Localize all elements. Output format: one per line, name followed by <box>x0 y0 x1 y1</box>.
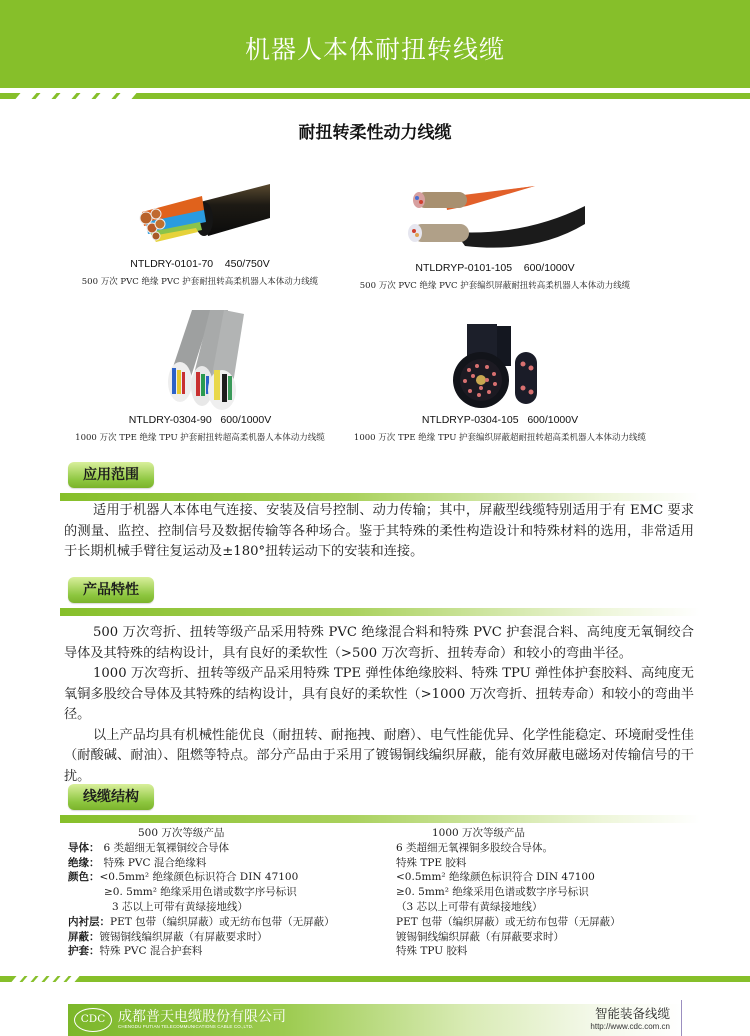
construction-row: 镀锡铜线编织屏蔽（有屏蔽要求时） <box>396 930 564 943</box>
footer-stripes-decoration <box>14 976 94 982</box>
company-name-en: CHENGDU PUTIAN TELECOMMUNICATIONS CABLE CO.,LTD. <box>118 1024 254 1029</box>
product-image <box>405 180 585 254</box>
company-name-cn: 成都普天电缆股份有限公司 <box>118 1009 286 1025</box>
product-code: NTLDRY-0304-90 600/1000V <box>128 414 272 426</box>
footer-vertical-rule <box>681 1000 682 1036</box>
product-image <box>152 310 248 410</box>
header-stripes-decoration <box>18 93 138 99</box>
product-code: NTLDRYP-0101-105 600/1000V <box>415 262 575 274</box>
paragraph: 1000 万次弯折、扭转等级产品采用特殊 TPE 弹性体绝缘胶料、特殊 TPU 弹性体护套胶料、高纯度无氧铜多股绞合导体及其特殊的结构设计，具有良好的柔软性（>1000 万次弯折、扭转寿命）和较小的弯曲半径。 <box>64 666 694 722</box>
column-header: 500 万次等级产品 <box>138 827 225 839</box>
product-card <box>345 324 655 443</box>
construction-row: 屏蔽：镀锡铜线编织屏蔽（有屏蔽要求时） <box>68 930 268 943</box>
footer-divider <box>0 976 750 982</box>
features-text <box>64 623 694 787</box>
product-code: NTLDRY-0101-70 450/750V <box>130 258 270 270</box>
construction-row: ≥0. 5mm² 绝缘采用色谱或数字序号标识 <box>104 886 297 899</box>
construction-500-column <box>68 826 388 959</box>
paragraph: 500 万次弯折、扭转等级产品采用特殊 PVC 绝缘混合料和特殊 PVC 护套混合料、高纯度无氧铜绞合导体及其特殊的结构设计，具有良好的柔软性（>500 万次弯折、扭转寿命）和较小的弯曲半径。 <box>64 625 694 661</box>
product-description: 1000 万次 TPE 绝缘 TPU 护套耐扭转超高柔机器人本体动力线缆 <box>75 433 325 443</box>
construction-row: （3 芯以上可带有黄绿接地线） <box>396 900 543 913</box>
construction-row: 护套：特殊 PVC 混合护套料 <box>68 945 203 958</box>
construction-row: 3 芯以上可带有黄绿接地线） <box>112 900 249 913</box>
product-description: 500 万次 PVC 绝缘 PVC 护套编织屏蔽耐扭转高柔机器人本体动力线缆 <box>359 281 631 291</box>
construction-row: 内衬层：PET 包带（编织屏蔽）或无纺布包带（无屏蔽） <box>68 915 335 928</box>
section-divider <box>60 608 700 616</box>
construction-row: 6 类超细无氧裸铜多股绞合导体。 <box>396 841 554 854</box>
application-text <box>64 501 694 563</box>
company-url[interactable]: http://www.cdc.com.cn <box>590 1022 670 1031</box>
product-card <box>330 180 660 291</box>
paragraph: 适用于机器人本体电气连接、安装及信号控制、动力传输；其中，屏蔽型线缆特别适用于有 EMC 要求的测量、监控、控制信号及数据传输等各种场合。鉴于其特殊的柔性构造设计和特殊材料的选用，非常适用于长期机械手臂往复运动及±180°扭转运动下的安装和连接。 <box>64 503 694 559</box>
construction-row: ≥0. 5mm² 绝缘采用色谱或数字序号标识 <box>396 886 589 899</box>
construction-row: PET 包带（编织屏蔽）或无纺布包带（无屏蔽） <box>396 915 621 928</box>
product-card <box>50 170 350 287</box>
product-description: 500 万次 PVC 绝缘 PVC 护套耐扭转高柔机器人本体动力线缆 <box>81 277 319 287</box>
construction-row: <0.5mm² 绝缘颜色标识符合 DIN 47100 <box>396 871 595 884</box>
section-title-construction: 线缆结构 <box>68 784 154 810</box>
section-divider <box>60 493 700 501</box>
main-heading: 耐扭转柔性动力线缆 <box>298 123 452 143</box>
product-code: NTLDRYP-0304-105 600/1000V <box>421 414 579 426</box>
footer-slogan: 智能装备线缆 <box>594 1006 670 1021</box>
construction-row: 特殊 TPU 胶料 <box>396 945 468 958</box>
company-logo: CDC <box>74 1008 112 1032</box>
product-description: 1000 万次 TPE 绝缘 TPU 护套编织屏蔽超耐扭转超高柔机器人本体动力线缆 <box>353 433 647 443</box>
construction-row: 特殊 TPE 胶料 <box>396 856 467 869</box>
page-title: 机器人本体耐扭转线缆 <box>244 35 505 64</box>
column-header: 1000 万次等级产品 <box>432 827 526 839</box>
product-card <box>60 310 340 443</box>
product-image <box>445 324 555 410</box>
section-title-application: 应用范围 <box>68 462 154 488</box>
construction-row: 导体： 6 类超细无氧裸铜绞合导体 <box>68 841 230 854</box>
paragraph: 以上产品均具有机械性能优良（耐扭转、耐拖拽、耐磨）、电气性能优异、化学性能稳定、环境耐受性佳（耐酸碱、耐油）、阻燃等特点。部分产品由于采用了镀锡铜线编织屏蔽，能有效屏蔽电磁场对传输信号的干扰。 <box>64 727 694 784</box>
construction-1000-column <box>396 826 716 959</box>
section-title-features: 产品特性 <box>68 577 154 603</box>
product-image <box>130 170 270 254</box>
construction-row: 绝缘： 特殊 PVC 混合绝缘料 <box>68 856 207 869</box>
construction-row: 颜色：<0.5mm² 绝缘颜色标识符合 DIN 47100 <box>68 871 299 884</box>
section-divider <box>60 815 700 823</box>
